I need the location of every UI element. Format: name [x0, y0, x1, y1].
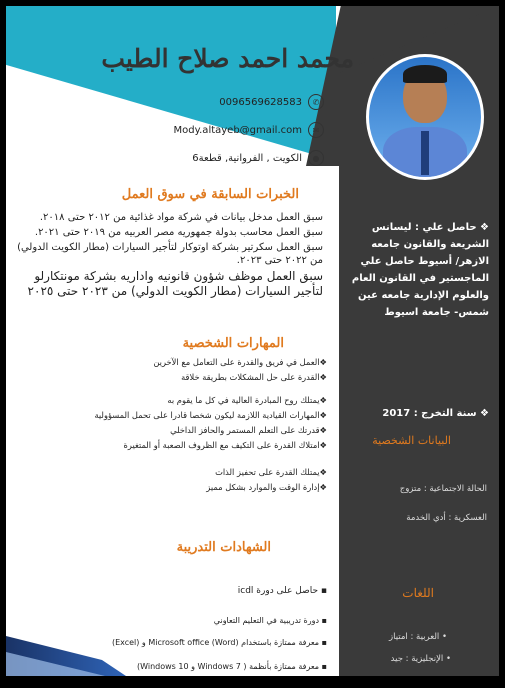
marital-status: الحالة الاجتماعية : متزوج: [399, 484, 487, 494]
skill-item: ❖امتلاك القدرة على التكيف مع الظروف الصعبة أو المتغيرة: [123, 440, 327, 450]
skill-item: ❖يمتلك روح المبادرة العالية في كل ما يقوم به: [167, 395, 327, 405]
military-status: العسكرية : أدي الخدمة: [406, 513, 487, 523]
skill-item: ❖العمل في فريق والقدرة على التعامل مع الآخرين: [153, 357, 327, 367]
experience-item: سبق العمل موظف شؤون قانونيه واداريه بشركة مونتكارلو لتأجير السيارات (مطار الكويت الدولي) من ٢٠٢٣ حتى ٢٠٢٥: [27, 269, 323, 298]
skills-list: [14, 355, 327, 495]
profile-photo: [366, 54, 484, 180]
language-arabic: • العربية : امتياز: [389, 632, 447, 642]
certificates-title: الشهادات التدريبة: [176, 540, 271, 555]
experience-title: الخبرات السابقة في سوق العمل: [121, 187, 299, 202]
phone-row: [219, 94, 324, 110]
skill-item: ❖المهارات القيادية اللازمة ليكون شخصا قادرا على تحمل المسؤولية: [94, 410, 327, 420]
phone-number: 0096569628583: [219, 96, 302, 108]
email-row: [174, 122, 324, 138]
languages-title: اللغات: [402, 586, 434, 600]
email-address: Mody.altayeb@gmail.com: [173, 124, 302, 136]
experience-list: [14, 211, 323, 301]
location-pin-icon: ●: [308, 150, 324, 166]
address: الكويت , الفروانية, قطعة6: [192, 152, 302, 164]
experience-item: سبق العمل محاسب بدولة جمهوريه مصر العربيه من ٢٠١٩ حتى ٢٠٢١.: [34, 227, 323, 238]
skill-item: ❖قدرتك على التعلم المستمر والحافز الداخلي: [170, 425, 327, 435]
address-row: [192, 150, 324, 166]
skill-item: ❖القدرة على حل المشكلات بطريقة خلاقة: [181, 372, 327, 382]
skills-title: المهارات الشخصية: [182, 336, 284, 351]
person-name: محمد احمد صلاح الطيب: [101, 44, 354, 73]
certificate-item: ▪ دورة تدريبية في التعليم التعاوني: [213, 616, 327, 625]
personal-data-title: البيانات الشخصية: [372, 434, 451, 447]
certificate-item: ▪ معرفة ممتازة باستخدام Microsoft office (Word) و (Excel): [111, 638, 327, 647]
email-icon: ✉: [308, 122, 324, 138]
certificate-item: ▪ حاصل على دورة icdl: [237, 586, 327, 596]
language-english: • الإنجليزية : جيد: [390, 654, 451, 664]
phone-icon: ✆: [308, 94, 324, 110]
certificate-item: ▪ معرفة ممتازة بأنظمة ( Windows 7 و Windows 10): [137, 662, 327, 671]
skill-item: ❖إدارة الوقت والموارد بشكل مميز: [206, 482, 327, 492]
education-summary: ❖ حاصل علي : ليسانس الشريعة والقانون جامعه الازهر/ أسيوط حاصل علي الماجستير في القانون العام والعلوم الإدارية جامعه عين شمس- جامعة اسيوط: [351, 222, 489, 318]
graduation-year: ❖ سنة التخرج : 2017: [382, 408, 489, 419]
skill-item: ❖يمتلك القدرة على تحفيز الذات: [215, 467, 327, 477]
experience-item: سبق العمل مدخل بيانات في شركة مواد غذائية من ٢٠١٢ حتى ٢٠١٨.: [39, 212, 323, 223]
cv-page: [6, 6, 499, 676]
experience-item: سبق العمل سكرتير بشركة اوتوكار لتأجير السيارات (مطار الكويت الدولي) من ٢٠٢٢ حتى ٢٠٢٣.: [17, 242, 323, 266]
